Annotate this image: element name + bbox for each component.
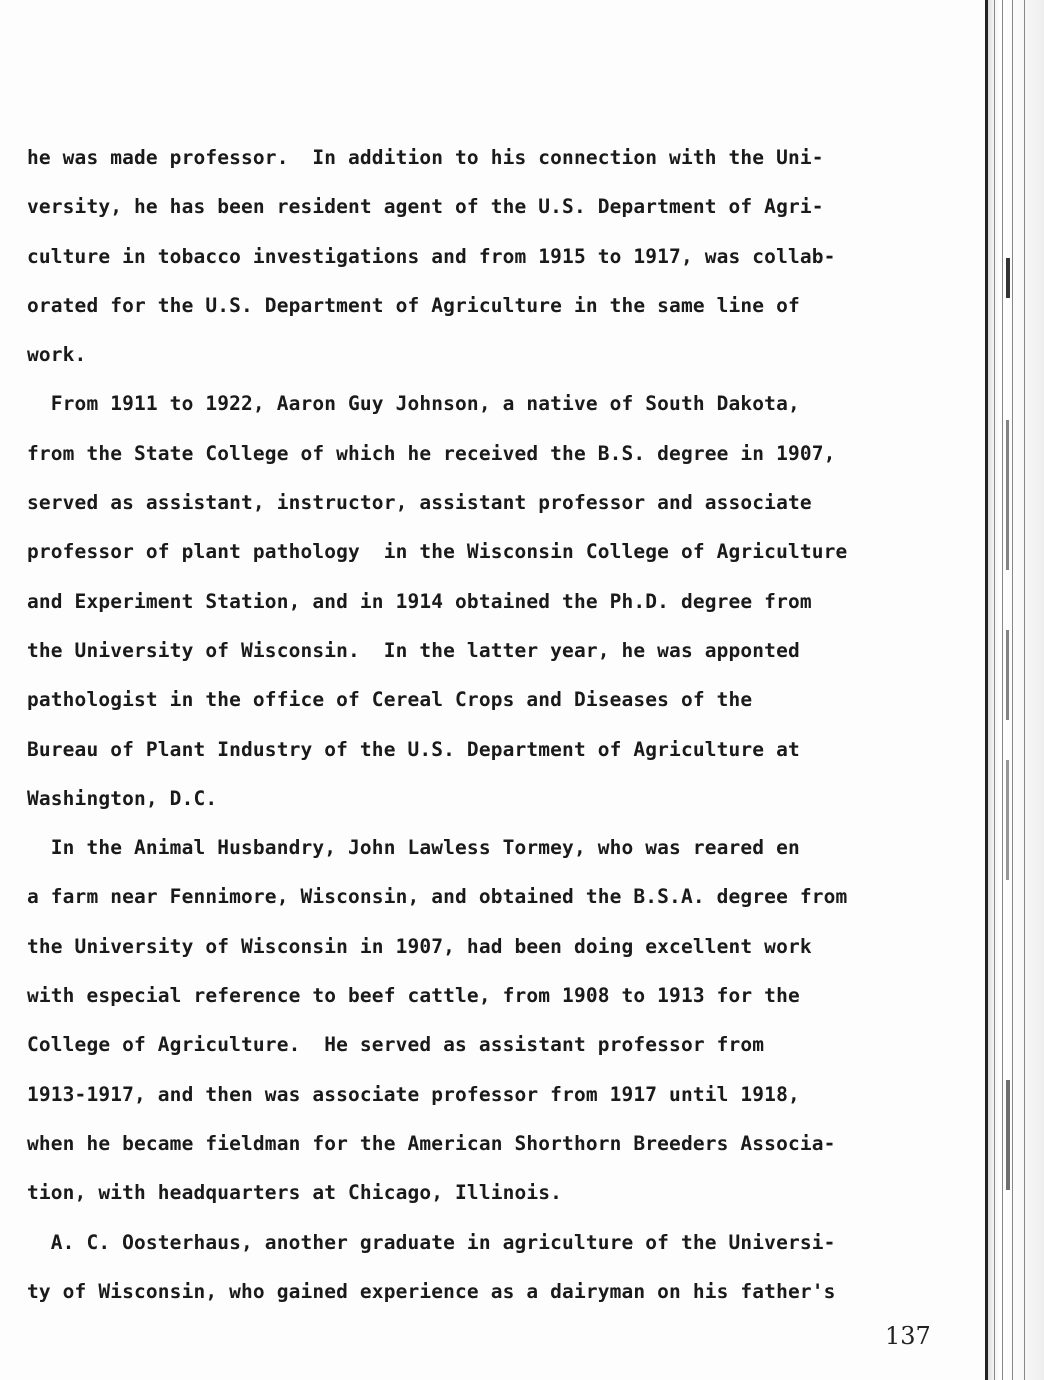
edge-line (1002, 0, 1003, 1380)
text-line: with especial reference to beef cattle, from 1908 to 1913 for the (27, 984, 800, 1008)
edge-smudge (1006, 1080, 1010, 1190)
text-line: when he became fieldman for the American Shorthorn Breeders Associa- (27, 1131, 836, 1155)
text-line: culture in tobacco investigations and from 1915 to 1917, was collab- (27, 244, 836, 268)
text-line: served as assistant, instructor, assistant professor and associate (27, 491, 812, 515)
text-line: and Experiment Station, and in 1914 obtained the Ph.D. degree from (27, 589, 812, 613)
edge-smudge (1006, 630, 1009, 720)
text-line: work. (27, 343, 87, 367)
text-line: From 1911 to 1922, Aaron Guy Johnson, a native of South Dakota, (27, 392, 800, 416)
text-line: 1913-1917, and then was associate professor from 1917 until 1918, (27, 1082, 800, 1106)
text-line: from the State College of which he received the B.S. degree in 1907, (27, 441, 836, 465)
edge-line (994, 0, 995, 1380)
text-line: A. C. Oosterhaus, another graduate in agriculture of the Universi- (27, 1230, 836, 1254)
text-line: he was made professor. In addition to his connection with the Uni- (27, 146, 824, 169)
body-text (27, 138, 907, 1321)
text-line: In the Animal Husbandry, John Lawless Tormey, who was reared en (27, 836, 800, 860)
edge-smudge (1006, 760, 1009, 880)
text-line: pathologist in the office of Cereal Crops and Diseases of the (27, 688, 753, 712)
text-line: the University of Wisconsin in 1907, had been doing excellent work (27, 934, 812, 958)
text-line: the University of Wisconsin. In the latter year, he was apponted (27, 638, 800, 662)
page-edge-binding (985, 0, 1044, 1380)
edge-line (1012, 0, 1013, 1380)
edge-smudge (1006, 258, 1010, 298)
text-line: Washington, D.C. (27, 786, 218, 810)
page-number: 137 (885, 1322, 931, 1350)
text-line: professor of plant pathology in the Wisconsin College of Agriculture (27, 540, 848, 564)
text-line: versity, he has been resident agent of the U.S. Department of Agri- (27, 195, 824, 219)
text-line: Bureau of Plant Industry of the U.S. Department of Agriculture at (27, 737, 800, 761)
edge-line (1024, 0, 1025, 1380)
text-line: College of Agriculture. He served as assistant professor from (27, 1033, 765, 1057)
text-line: orated for the U.S. Department of Agriculture in the same line of (27, 293, 800, 317)
text-line: a farm near Fennimore, Wisconsin, and obtained the B.S.A. degree from (27, 885, 848, 909)
text-line: tion, with headquarters at Chicago, Illinois. (27, 1181, 563, 1205)
edge-smudge (1006, 420, 1009, 570)
text-line: ty of Wisconsin, who gained experience as a dairyman on his father's (27, 1279, 836, 1303)
